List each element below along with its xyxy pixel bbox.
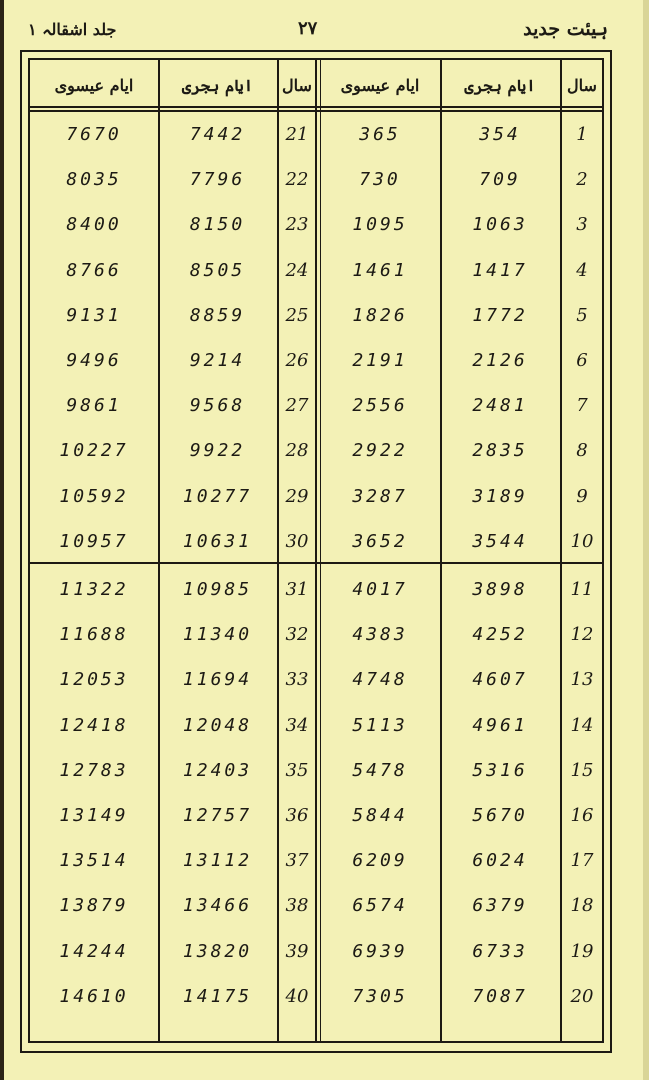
right-cell-year: 1 [576, 124, 588, 145]
right-cell-isawi: 7305 [352, 985, 408, 1007]
left-cell-year: 33 [285, 669, 309, 691]
left-cell-isawi: 13879 [59, 895, 129, 917]
left-cell-year: 28 [285, 440, 309, 462]
page-binding-edge [0, 0, 4, 1080]
left-cell-year: 38 [285, 895, 309, 917]
left-cell-hijri: 10631 [182, 530, 253, 552]
right-col-header-year: سال [567, 76, 597, 95]
right-cell-year: 7 [576, 395, 588, 417]
left-cell-isawi: 11322 [59, 579, 129, 600]
left-cell-isawi: 11688 [59, 624, 129, 646]
left-cell-isawi: 10592 [59, 485, 129, 507]
right-cell-isawi: 365 [359, 124, 401, 145]
right-cell-hijri: 7087 [472, 985, 528, 1007]
right-cell-hijri: 5670 [472, 805, 528, 826]
left-cell-isawi: 13514 [59, 850, 129, 872]
left-cell-isawi: 9496 [66, 350, 122, 371]
right-cell-hijri: 4607 [472, 669, 528, 691]
left-cell-hijri: 14175 [182, 985, 253, 1007]
right-cell-year: 10 [570, 530, 594, 552]
left-cell-year: 34 [285, 714, 309, 736]
header-rule-double [30, 110, 602, 112]
right-cell-isawi: 4748 [352, 669, 408, 691]
right-cell-hijri: 2481 [472, 395, 528, 417]
left-cell-hijri: 13112 [182, 850, 253, 872]
right-cell-isawi: 5844 [352, 805, 408, 826]
right-cell-hijri: 3898 [472, 579, 528, 600]
left-cell-isawi: 14244 [59, 940, 129, 962]
left-cell-isawi: 8400 [66, 214, 122, 236]
right-cell-isawi: 6574 [352, 895, 408, 917]
right-col-header-hijri: ایام ہجری [464, 76, 536, 95]
right-cell-hijri: 3544 [472, 530, 528, 552]
right-cell-hijri: 2126 [472, 350, 528, 371]
right-cell-isawi: 5113 [352, 714, 408, 736]
page-number: ۲۷ [298, 18, 318, 39]
right-cell-isawi: 4017 [352, 579, 408, 600]
left-cell-isawi: 12418 [59, 714, 129, 736]
left-cell-isawi: 10957 [59, 530, 129, 552]
right-cell-year: 16 [570, 805, 594, 826]
left-cell-year: 21 [285, 124, 309, 145]
right-cell-year: 14 [570, 714, 594, 736]
right-cell-isawi: 1826 [352, 304, 408, 326]
left-cell-year: 27 [285, 395, 309, 417]
left-cell-hijri: 8859 [189, 304, 246, 326]
right-cell-year: 9 [576, 485, 588, 507]
left-cell-year: 35 [285, 759, 309, 781]
right-cell-year: 2 [576, 169, 588, 191]
right-cell-isawi: 5478 [352, 759, 408, 781]
left-cell-isawi: 13149 [59, 805, 129, 826]
left-cell-year: 31 [285, 579, 309, 600]
left-cell-hijri: 12403 [182, 759, 253, 781]
right-col-header-isawi: ایام عیسوی [340, 76, 420, 95]
left-cell-isawi: 7670 [66, 124, 122, 145]
left-cell-hijri: 8505 [189, 259, 246, 281]
running-header [28, 12, 608, 46]
left-cell-hijri: 10985 [182, 579, 253, 600]
right-cell-year: 13 [570, 669, 594, 691]
left-cell-year: 40 [285, 985, 309, 1007]
right-cell-hijri: 6024 [472, 850, 528, 872]
right-cell-hijri: 1417 [472, 259, 528, 281]
right-cell-isawi: 6209 [352, 850, 408, 872]
left-cell-isawi: 9861 [66, 395, 122, 417]
right-cell-year: 5 [576, 304, 588, 326]
left-cell-year: 23 [285, 214, 309, 236]
left-cell-hijri: 7796 [189, 169, 246, 191]
left-cell-isawi: 9131 [66, 304, 122, 326]
left-cell-year: 25 [285, 304, 309, 326]
right-cell-isawi: 1095 [352, 214, 408, 236]
right-cell-isawi: 3287 [352, 485, 408, 507]
right-cell-year: 8 [576, 440, 588, 462]
right-cell-hijri: 354 [479, 124, 521, 145]
left-col-header-hijri: ایام ہجری [181, 76, 254, 95]
left-cell-hijri: 11694 [182, 669, 253, 691]
left-cell-isawi: 8035 [66, 169, 122, 191]
left-cell-year: 32 [285, 624, 309, 646]
right-cell-hijri: 6733 [472, 940, 528, 962]
left-col-header-year: سال [282, 76, 312, 95]
right-cell-year: 11 [570, 579, 594, 600]
header-volume: جلد اشقالہ ۱ [28, 20, 117, 39]
right-cell-hijri: 4252 [472, 624, 528, 646]
left-cell-year: 24 [285, 259, 309, 281]
left-cell-year: 37 [285, 850, 309, 872]
left-cell-isawi: 10227 [59, 440, 129, 462]
right-cell-hijri: 3189 [472, 485, 528, 507]
right-cell-isawi: 2556 [352, 395, 408, 417]
left-cell-isawi: 8766 [66, 259, 122, 281]
left-cell-hijri: 13820 [182, 940, 253, 962]
page-edge-shadow [643, 0, 649, 1080]
left-cell-hijri: 7442 [189, 124, 246, 145]
right-cell-hijri: 2835 [472, 440, 528, 462]
left-cell-year: 22 [285, 169, 309, 191]
right-cell-year: 17 [570, 850, 594, 872]
left-cell-hijri: 11340 [182, 624, 253, 646]
decade-rule [30, 562, 602, 564]
right-cell-hijri: 1063 [472, 214, 528, 236]
left-cell-hijri: 9214 [189, 350, 246, 371]
book-title: ہیئت جدید [523, 18, 608, 40]
left-cell-hijri: 9922 [189, 440, 246, 462]
right-cell-isawi: 2191 [352, 350, 408, 371]
right-cell-isawi: 6939 [352, 940, 408, 962]
left-cell-year: 36 [285, 805, 309, 826]
right-cell-isawi: 4383 [352, 624, 408, 646]
tables-divider-1 [315, 60, 317, 1042]
left-cell-hijri: 10277 [182, 485, 253, 507]
left-cell-year: 26 [285, 350, 309, 371]
right-cell-hijri: 1772 [472, 304, 528, 326]
left-cell-hijri: 8150 [189, 214, 246, 236]
right-cell-isawi: 2922 [352, 440, 408, 462]
right-cell-year: 20 [570, 985, 594, 1007]
right-cell-year: 4 [576, 259, 588, 281]
right-cell-hijri: 5316 [472, 759, 528, 781]
right-cell-year: 18 [570, 895, 594, 917]
left-cell-year: 29 [285, 485, 309, 507]
right-cell-hijri: 6379 [472, 895, 528, 917]
left-cell-hijri: 9568 [189, 395, 246, 417]
right-cell-year: 19 [570, 940, 594, 962]
right-cell-isawi: 1461 [352, 259, 408, 281]
right-cell-isawi: 730 [359, 169, 401, 191]
right-cell-year: 3 [576, 214, 588, 236]
right-cell-year: 6 [576, 350, 588, 371]
left-cell-hijri: 12048 [182, 714, 253, 736]
tables-divider-2 [320, 60, 321, 1042]
right-cell-hijri: 4961 [472, 714, 528, 736]
left-cell-isawi: 14610 [59, 985, 129, 1007]
left-cell-hijri: 12757 [182, 805, 253, 826]
right-cell-year: 15 [570, 759, 594, 781]
right-cell-year: 12 [570, 624, 594, 646]
right-cell-isawi: 3652 [352, 530, 408, 552]
left-cell-hijri: 13466 [182, 895, 253, 917]
left-cell-isawi: 12783 [59, 759, 129, 781]
left-cell-isawi: 12053 [59, 669, 129, 691]
left-cell-year: 39 [285, 940, 309, 962]
left-cell-year: 30 [285, 530, 309, 552]
left-col-header-isawi: ایام عیسوی [54, 76, 134, 95]
right-cell-hijri: 709 [479, 169, 521, 191]
